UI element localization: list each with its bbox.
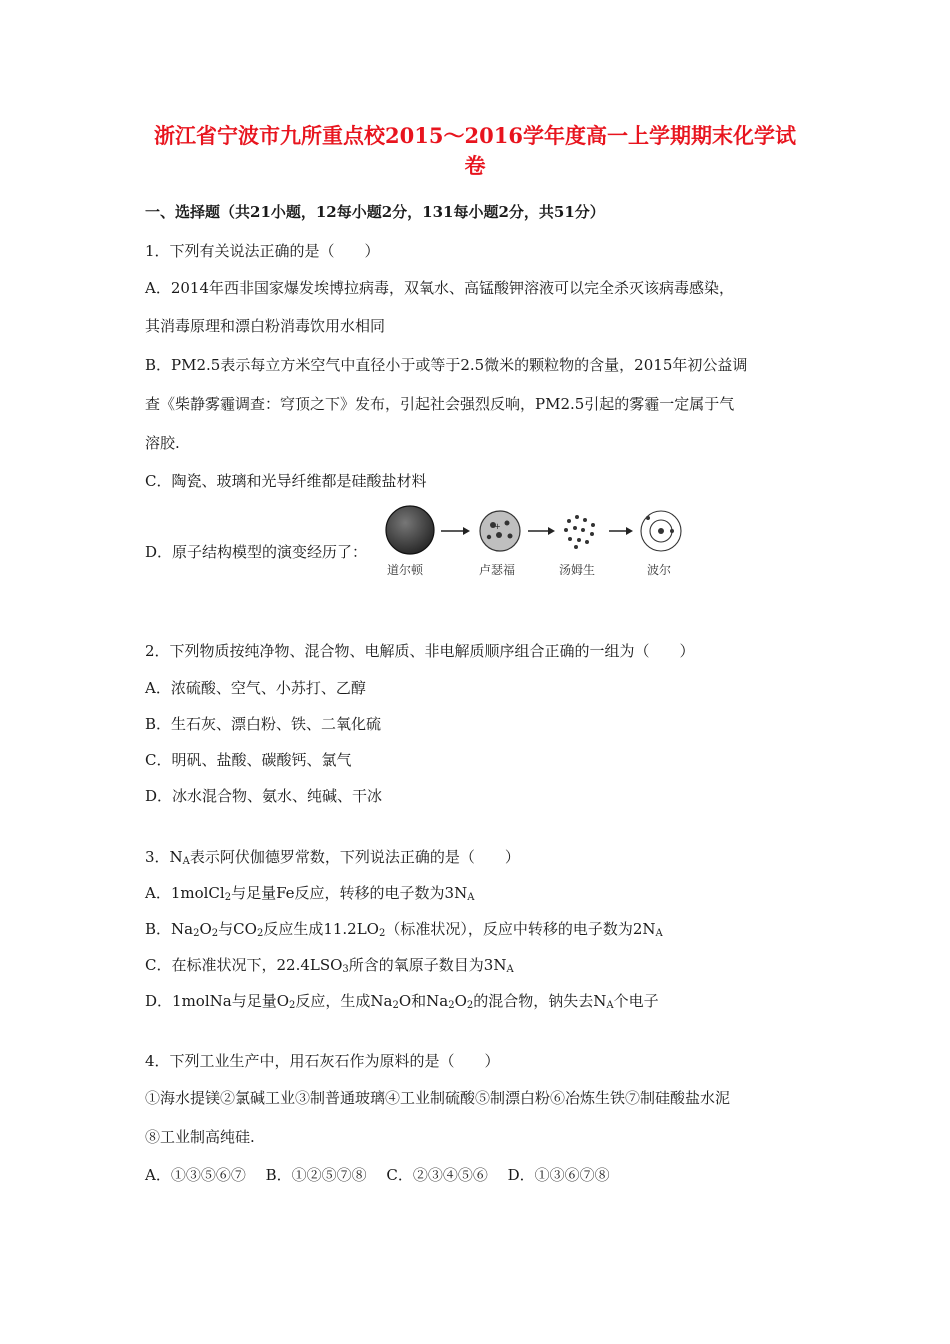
q1-option-b-line2: 查《柴静雾霾调查：穹顶之下》发布，引起社会强烈反响，PM2.5引起的雾霾一定属于气 [145,395,735,413]
q4-items-line1: ①海水提镁②氯碱工业③制普通玻璃④工业制硫酸⑤制漂白粉⑥冶炼生铁⑦制硅酸盐水泥 [145,1089,731,1107]
q1-option-b-line1: B．PM2.5表示每立方米空气中直径小于或等于2.5微米的颗粒物的含量，2015年初公益调 [145,356,748,374]
q2-option-c: C．明矾、盐酸、碳酸钙、氯气 [145,751,352,769]
subscript: A [655,928,663,939]
exam-title-line-2: 卷 [464,153,486,178]
q2-option-a: A．浓硫酸、空气、小苏打、乙醇 [145,679,366,697]
text-part: O [454,992,467,1010]
model-label-thomson: 汤姆生 [559,563,596,577]
q1-option-c: C．陶瓷、玻璃和光导纤维都是硅酸盐材料 [145,472,427,490]
subscript: 2 [392,1000,399,1011]
text-part: 所含的氧原子数目为3N [348,956,507,974]
section-heading: 一、选择题（共21小题，12每小题2分，131每小题2分，共51分） [145,203,605,221]
q3-stem [145,846,520,867]
q2-stem: 2．下列物质按纯净物、混合物、电解质、非电解质顺序组合正确的一组为（ ） [145,642,695,660]
text-part: O和Na [398,992,449,1010]
q3-stem-pre: 3．N [145,848,183,866]
q1-stem: 1．下列有关说法正确的是（ ） [145,242,380,260]
q3-option-d [145,990,659,1011]
q1-option-b-line3: 溶胶. [145,434,180,452]
q1-option-a-line1: A．2014年西非国家爆发埃博拉病毒，双氧水、高锰酸钾溶液可以完全杀灭该病毒感染， [145,279,735,297]
subscript: 2 [466,1000,474,1011]
svg-text:+: + [494,522,501,531]
text-part: A．1molCl [145,884,225,902]
q1-option-a-line2: 其消毒原理和漂白粉消毒饮用水相同 [145,317,386,335]
q3-option-c [145,954,514,975]
model-label-bohr: 波尔 [647,563,672,577]
text-part: 反应，生成Na [295,992,393,1010]
q3-option-a [145,882,474,903]
q4-items-line2: ⑧工业制高纯硅. [145,1128,255,1146]
subscript: 2 [211,928,219,939]
subscript: 2 [289,1000,296,1011]
subscript: A [182,856,190,867]
text-part: D．1molNa与足量O [145,992,289,1010]
q1-option-d: D．原子结构模型的演变经历了： [145,543,368,561]
exam-title-line-1: 浙江省宁波市九所重点校2015～2016学年度高一上学期期末化学试 [154,123,796,148]
text-part: 反应生成11.2LO [263,920,379,938]
text-part: 个电子 [613,992,659,1010]
q4-stem: 4．下列工业生产中，用石灰石作为原料的是（ ） [145,1052,500,1070]
model-label-dalton: 道尔顿 [387,563,424,577]
subscript: A [467,892,475,903]
q3-option-b [145,918,663,939]
q3-stem-post: 表示阿伏伽德罗常数，下列说法正确的是（ ） [189,848,520,866]
subscript: A [506,964,514,975]
text-part: 与足量Fe反应，转移的电子数为3N [231,884,468,902]
q2-option-b: B．生石灰、漂白粉、铁、二氧化硫 [145,715,382,733]
text-part: 与CO [218,920,257,938]
model-label-rutherford: 卢瑟福 [479,563,516,577]
text-part: （标准状况），反应中转移的电子数为2N [385,920,656,938]
atomic-model-evolution-figure [383,503,695,579]
subscript: 2 [224,892,232,903]
text-part: O [199,920,212,938]
atomic-models-drawing [383,503,695,559]
subscript: A [606,1000,614,1011]
subscript: 2 [448,1000,455,1011]
subscript: 2 [378,928,386,939]
subscript: 2 [193,928,200,939]
q2-option-d: D．冰水混合物、氨水、纯碱、干冰 [145,787,383,805]
q4-options: A．①③⑤⑥⑦ B．①②⑤⑦⑧ C．②③④⑤⑥ D．①③⑥⑦⑧ [145,1166,610,1184]
text-part: B．Na [145,920,194,938]
text-part: 的混合物，钠失去N [473,992,607,1010]
text-part: C．在标准状况下，22.4LSO [145,956,343,974]
subscript: 2 [256,928,264,939]
subscript: 3 [342,964,349,975]
